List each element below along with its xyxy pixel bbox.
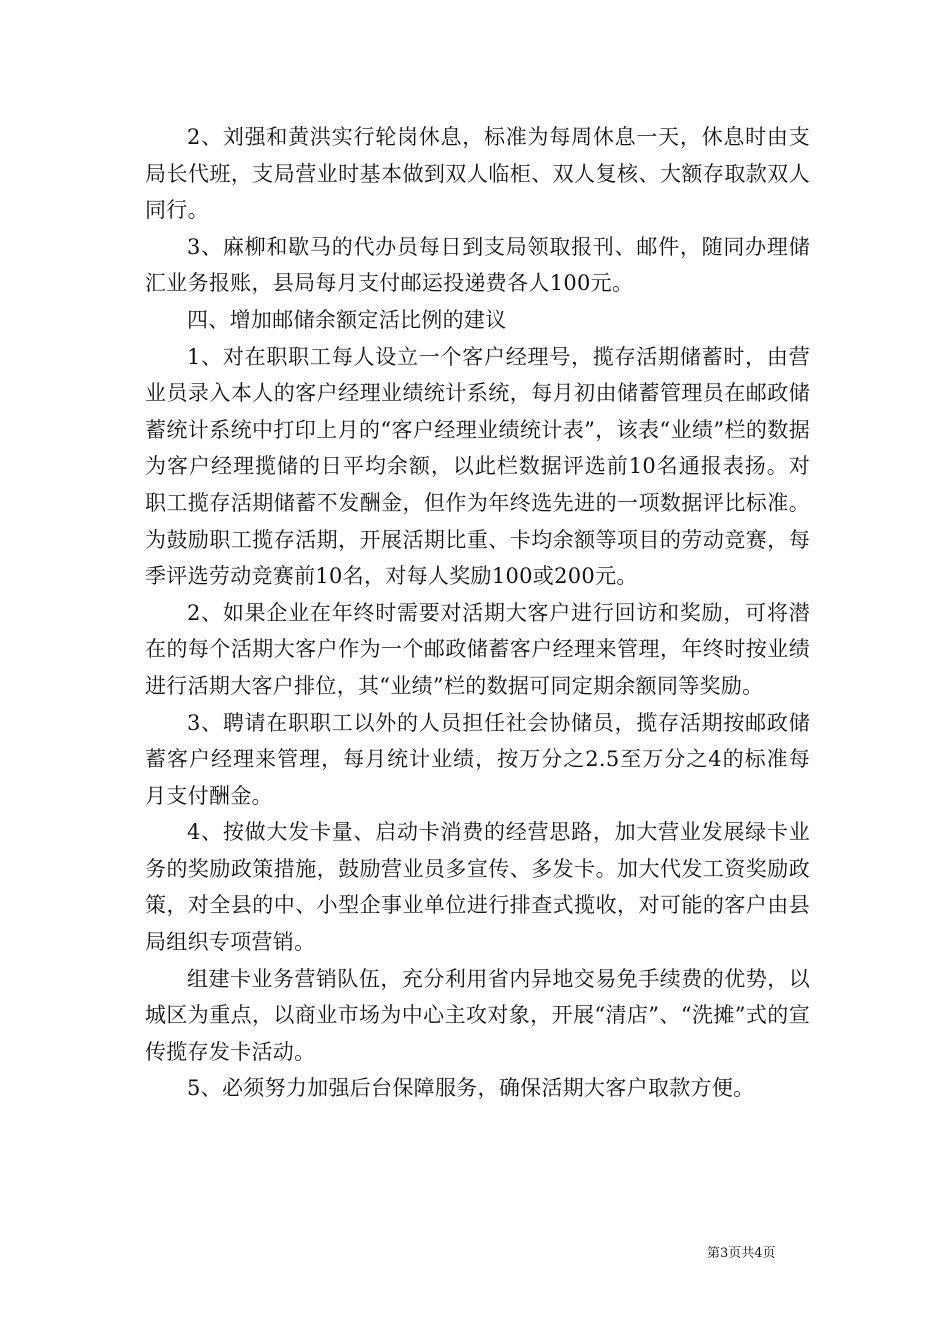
paragraph-agent-reporting: 3、麻柳和歇马的代办员每日到支局领取报刊、邮件，随同办理储汇业务报账，县局每月支付邮运投递费各人100元。 bbox=[145, 234, 810, 296]
document-body bbox=[145, 119, 810, 1107]
paragraph-major-customer-visits: 2、如果企业在年终时需要对活期大客户进行回访和奖励，可将潜在的每个活期大客户作为一个邮政储蓄客户经理来管理，年终时按业绩进行活期大客户排位，其“业绩”栏的数据可同定期余额同等奖励。 bbox=[145, 600, 810, 698]
paragraph-card-marketing-team: 组建卡业务营销队伍，充分利用省内异地交易免手续费的优势，以城区为重点，以商业市场为中心主攻对象，开展“清店”、“洗摊”式的宣传揽存发卡活动。 bbox=[145, 966, 810, 1064]
paragraph-social-savings-agents: 3、聘请在职职工以外的人员担任社会协储员，揽存活期按邮政储蓄客户经理来管理，每月统计业绩，按万分之2.5至万分之4的标准每月支付酬金。 bbox=[145, 710, 810, 808]
page-number-footer: 第3页共4页 bbox=[707, 1246, 776, 1261]
paragraph-rotation-rest: 2、刘强和黄洪实行轮岗休息，标准为每周休息一天，休息时由支局长代班，支局营业时基本做到双人临柜、双人复核、大额存取款双人同行。 bbox=[145, 125, 810, 223]
paragraph-backend-support: 5、必须努力加强后台保障服务，确保活期大客户取款方便。 bbox=[187, 1076, 755, 1101]
paragraph-customer-manager-id: 1、对在职职工每人设立一个客户经理号，揽存活期储蓄时，由营业员录入本人的客户经理业绩统计系统，每月初由储蓄管理员在邮政储蓄统计系统中打印上月的“客户经理业绩统计表”，该表“业绩”栏的数据为客户经理揽储的日平均余额，以此栏数据评选前10名通报表扬。对职工揽存活期储蓄不发酬金，但作为年终选先进的一项数据评比标准。为鼓励职工揽存活期，开展活期比重、卡均余额等项目的劳动竞赛，每季评选劳动竞赛前10名，对每人奖励100或200元。 bbox=[145, 344, 810, 589]
paragraph-card-issuance: 4、按做大发卡量、启动卡消费的经营思路，加大营业发展绿卡业务的奖励政策措施，鼓励营业员多宣传、多发卡。加大代发工资奖励政策，对全县的中、小型企事业单位进行排查式揽收，对可能的客户由县局组织专项营销。 bbox=[145, 820, 810, 955]
section-heading-suggestions: 四、增加邮储余额定活比例的建议 bbox=[187, 307, 507, 332]
